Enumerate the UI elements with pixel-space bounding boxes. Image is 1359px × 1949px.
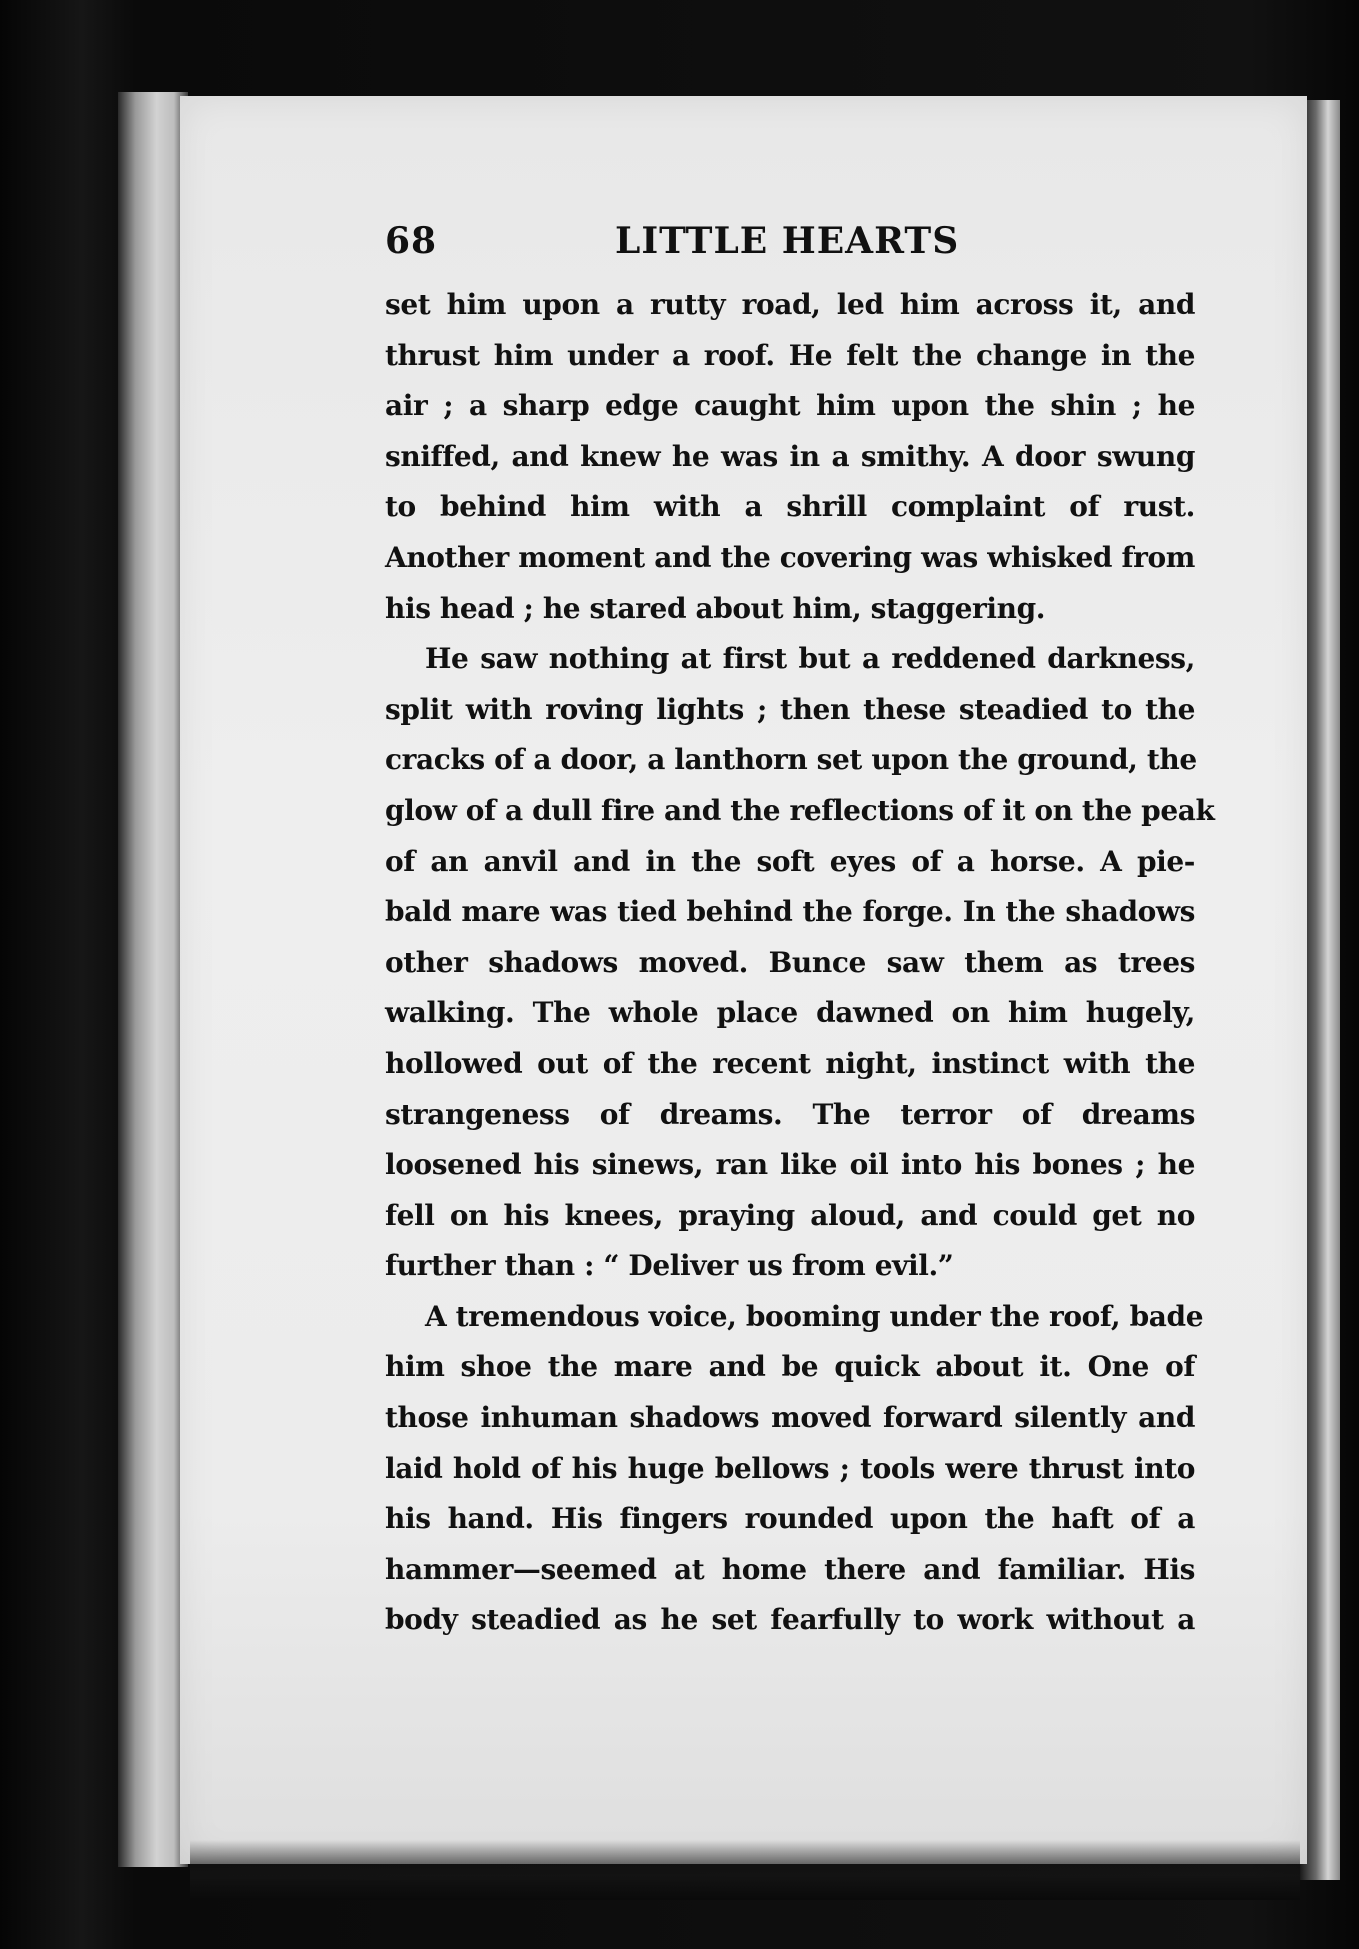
text-line: A tremendous voice, booming under the roof, bade <box>425 1299 1204 1333</box>
text-line: fell on his knees, praying aloud, and could get no <box>385 1198 1195 1232</box>
page-number: 68 <box>385 220 438 262</box>
text-line: his hand. His fingers rounded upon the haft of a <box>385 1502 1195 1536</box>
text-line: him shoe the mare and be quick about it. One of <box>385 1350 1195 1384</box>
binding-edge <box>118 92 188 1867</box>
text-line: hollowed out of the recent night, instinct with the <box>385 1046 1195 1080</box>
text-line: loosened his sinews, ran like oil into his bones ; he <box>385 1148 1195 1182</box>
text-line: body steadied as he set fearfully to work without a <box>385 1603 1195 1637</box>
text-line: further than : “ Deliver us from evil.” <box>385 1249 954 1283</box>
text-line: He saw nothing at first but a reddened darkness, <box>425 642 1195 676</box>
body-text <box>385 280 1215 1646</box>
text-line: Another moment and the covering was whisked from <box>385 540 1195 574</box>
text-line: set him upon a rutty road, led him across it, and <box>385 288 1195 321</box>
text-line: glow of a dull fire and the reflections of it on the peak <box>385 793 1215 827</box>
text-line: air ; a sharp edge caught him upon the shin ; he <box>385 389 1195 423</box>
text-line: of an anvil and in the soft eyes of a horse. A pie- <box>385 844 1195 878</box>
text-line: cracks of a door, a lanthorn set upon the ground, the <box>385 743 1197 777</box>
text-line: bald mare was tied behind the forge. In the shadows <box>385 895 1195 929</box>
text-line: his head ; he stared about him, staggering. <box>385 591 1046 625</box>
text-line: hammer—seemed at home there and familiar. His <box>385 1552 1195 1586</box>
text-line: to behind him with a shrill complaint of rust. <box>385 490 1195 524</box>
text-line: walking. The whole place dawned on him hugely, <box>385 996 1195 1030</box>
text-line: split with roving lights ; then these steadied to the <box>385 692 1195 726</box>
text-line: strangeness of dreams. The terror of dreams <box>385 1097 1195 1131</box>
text-line: sniffed, and knew he was in a smithy. A door swung <box>385 439 1195 473</box>
page-bottom-shadow <box>190 1840 1300 1900</box>
text-line: thrust him under a roof. He felt the change in the <box>385 338 1195 372</box>
book-title: LITTLE HEARTS <box>615 220 960 262</box>
running-head <box>385 220 965 270</box>
text-line: other shadows moved. Bunce saw them as trees <box>385 945 1195 979</box>
text-line: those inhuman shadows moved forward silently and <box>385 1401 1195 1435</box>
text-line: laid hold of his huge bellows ; tools were thrust into <box>385 1451 1195 1485</box>
